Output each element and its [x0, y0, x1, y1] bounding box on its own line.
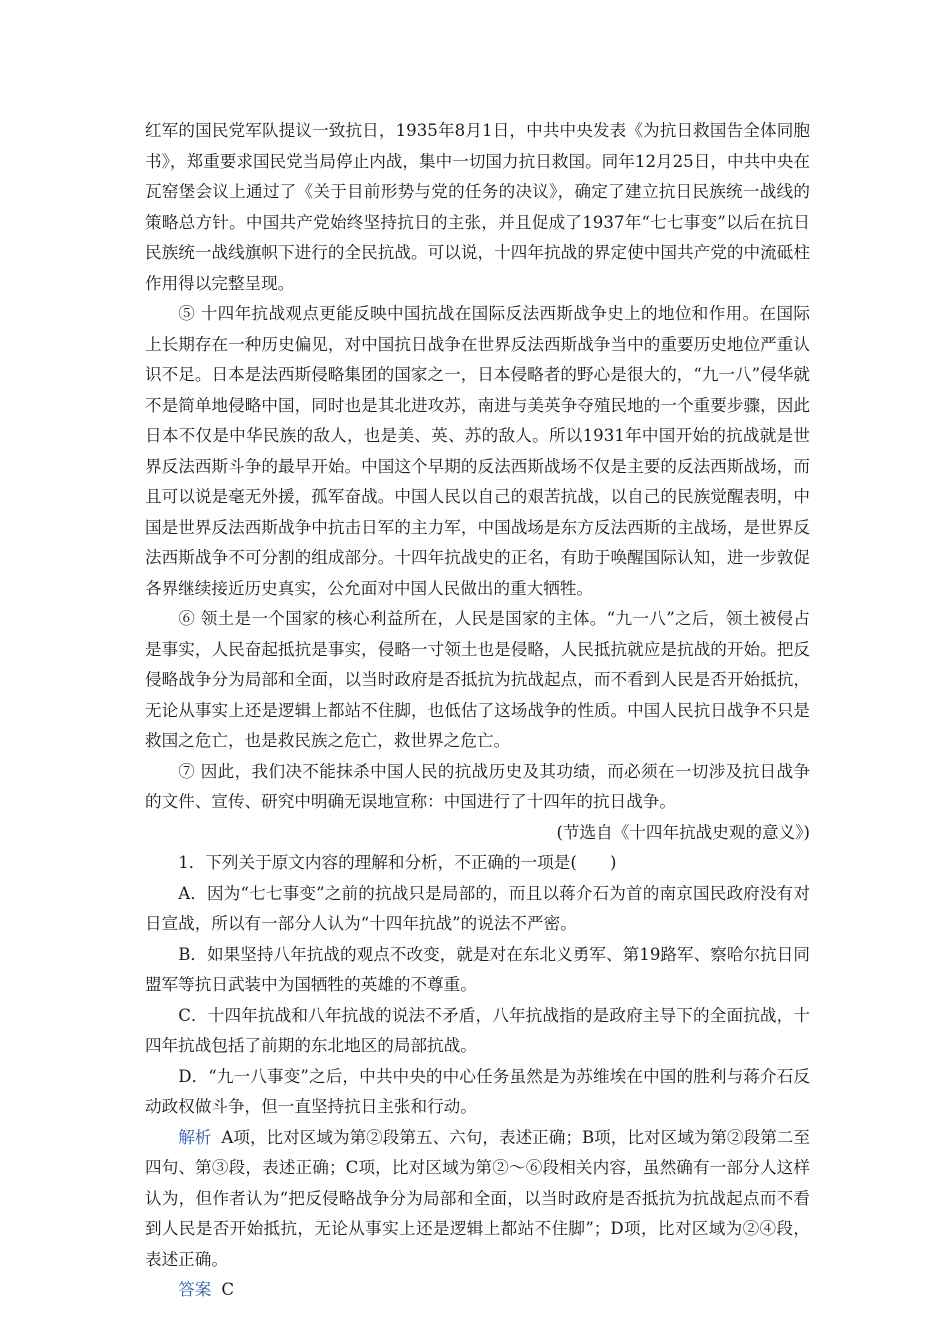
analysis-text: A项，比对区域为第②段第五、六句，表述正确；B项，比对区域为第②段第二至四句、第③段，表述正确；C项，比对区域为第②～⑥段相关内容，虽然确有一部分人这样认为，但作者认为“把反侵略战争分为局部和全面，以当时政府是否抵抗为抗战起点而不看到人民是否开始抵抗，无论从事实上还是逻辑上都站不住脚”；D项，比对区域为②④段，表述正确。	[145, 1127, 811, 1269]
paragraph-7: ⑦ 因此，我们决不能抹杀中国人民的抗战历史及其功绩，而必须在一切涉及抗日战争的文件、宣传、研究中明确无误地宣称：中国进行了十四年的抗日战争。	[145, 761, 810, 811]
analysis-label: 解析	[178, 1127, 212, 1147]
answer-block	[145, 1275, 810, 1306]
document-content	[145, 116, 810, 1306]
answer-text: C	[221, 1280, 235, 1299]
paragraph-continuation: 红军的国民党军队提议一致抗日，1935年8月1日，中共中央发表《为抗日救国告全体同胞书》，郑重要求国民党当局停止内战，集中一切国力抗日救国。同年12月25日，中共中央在瓦窑堡会议上通过了《关于目前形势与党的任务的决议》，确定了建立抗日民族统一战线的策略总方针。中国共产党始终坚持抗日的主张，并且促成了1937年“七七事变”以后在抗日民族统一战线旗帜下进行的全民抗战。可以说，十四年抗战的界定使中国共产党的中流砥柱作用得以完整呈现。	[145, 121, 810, 293]
option-a: A．因为“七七事变”之前的抗战只是局部的，而且以蒋介石为首的南京国民政府没有对日宣战，所以有一部分人认为“十四年抗战”的说法不严密。	[145, 883, 810, 933]
answer-label: 答案	[178, 1280, 212, 1299]
option-b: B．如果坚持八年抗战的观点不改变，就是对在东北义勇军、第19路军、察哈尔抗日同盟军等抗日武装中为国牺牲的英雄的不尊重。	[145, 944, 810, 994]
source-citation: (节选自《十四年抗战史观的意义》)	[556, 822, 810, 842]
option-c: C．十四年抗战和八年抗战的说法不矛盾，八年抗战指的是政府主导下的全面抗战，十四年抗战包括了前期的东北地区的局部抗战。	[145, 1005, 810, 1055]
paragraph-6: ⑥ 领土是一个国家的核心利益所在，人民是国家的主体。“九一八”之后，领土被侵占是事实，人民奋起抵抗是事实，侵略一寸领土也是侵略，人民抵抗就应是抗战的开始。把反侵略战争分为局部和全面，以当时政府是否抵抗为抗战起点，而不看到人民是否开始抵抗，无论从事实上还是逻辑上都站不住脚，也低估了这场战争的性质。中国人民抗日战争不只是救国之危亡，也是救民族之危亡，救世界之危亡。	[145, 609, 810, 750]
analysis-block	[145, 1123, 810, 1276]
option-d: D．“九一八事变”之后，中共中央的中心任务虽然是为苏维埃在中国的胜利与蒋介石反动政权做斗争，但一直坚持抗日主张和行动。	[145, 1066, 810, 1116]
question-stem: 1．下列关于原文内容的理解和分析，不正确的一项是( )	[178, 853, 617, 872]
paragraph-5: ⑤ 十四年抗战观点更能反映中国抗战在国际反法西斯战争史上的地位和作用。在国际上长期存在一种历史偏见，对中国抗日战争在世界反法西斯战争当中的重要历史地位严重认识不足。日本是法西斯侵略集团的国家之一，日本侵略者的野心是很大的，“九一八”侵华就不是简单地侵略中国，同时也是其北进攻苏，南进与美英争夺殖民地的一个重要步骤，因此日本不仅是中华民族的敌人，也是美、英、苏的敌人。所以1931年中国开始的抗战就是世界反法西斯斗争的最早开始。中国这个早期的反法西斯战场不仅是主要的反法西斯战场，而且可以说是毫无外援，孤军奋战。中国人民以自己的艰苦抗战，以自己的民族觉醒表明，中国是世界反法西斯战争中抗击日军的主力军，中国战场是东方反法西斯的主战场，是世界反法西斯战争不可分割的组成部分。十四年抗战史的正名，有助于唤醒国际认知，进一步敦促各界继续接近历史真实，公允面对中国人民做出的重大牺牲。	[145, 304, 810, 598]
